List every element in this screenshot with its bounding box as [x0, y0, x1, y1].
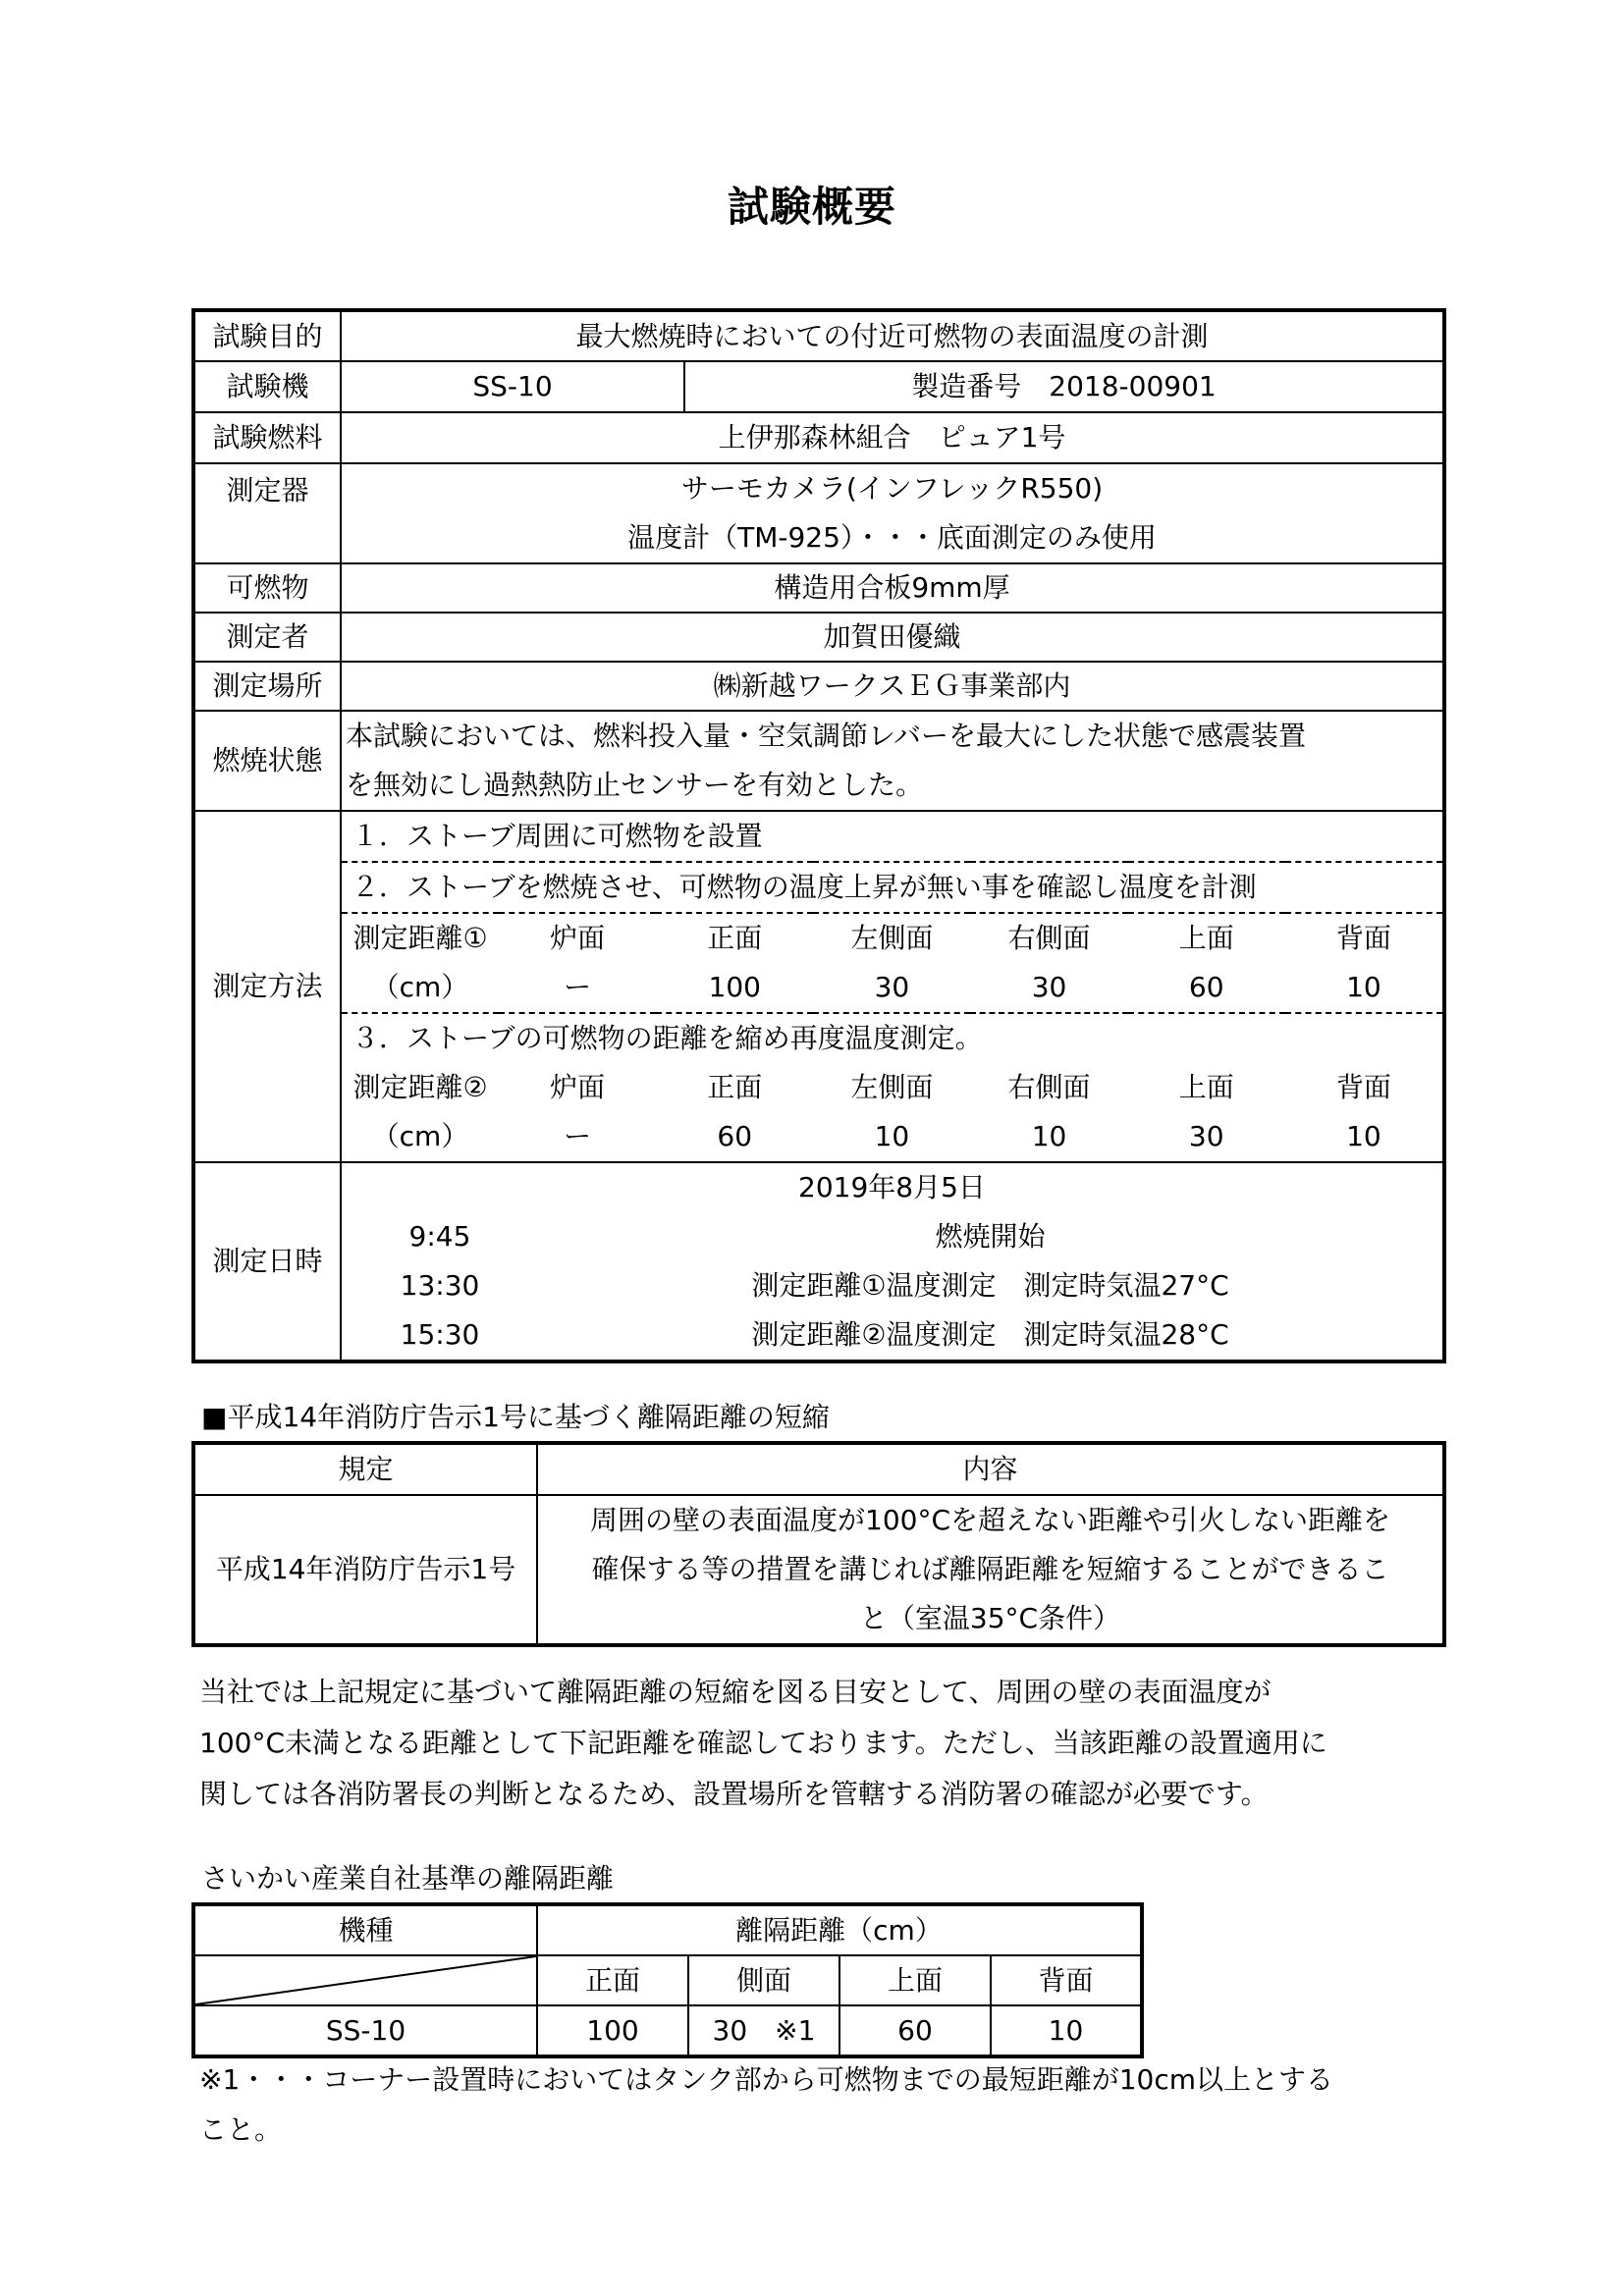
dist2-header: 左側面 — [850, 1071, 934, 1104]
dist2-header: 右側面 — [1007, 1071, 1091, 1104]
date-value: 2019年8月5日 — [798, 1171, 986, 1204]
device-row — [193, 463, 1444, 563]
dist1-header: 左側面 — [813, 913, 970, 963]
std-model-label: 機種 — [193, 1904, 537, 1955]
state-line-2: を無効にし過熱熱防止センサーを有効とした。 — [346, 769, 924, 802]
law-col-content: 内容 — [537, 1443, 1444, 1495]
dist2-header: 炉面 — [550, 1071, 606, 1104]
dist1-unit: （cm） — [371, 971, 469, 1004]
std-header: 背面 — [991, 1955, 1142, 2005]
dist2-unit: （cm） — [371, 1120, 469, 1153]
dist2-header: 背面 — [1335, 1071, 1391, 1104]
person-value: 加賀田優織 — [341, 613, 1444, 662]
paragraph-line: 100°C未満となる距離として下記距離を確認しております。ただし、当該距離の設置適用に — [199, 1727, 1327, 1759]
method-row — [193, 811, 1444, 1162]
footnote — [199, 2055, 1446, 2155]
law-content-line: 確保する等の措置を講じれば離隔距離を短縮することができるこ — [591, 1553, 1389, 1585]
machine-label: 試験機 — [193, 361, 341, 412]
combustible-value: 構造用合板9mm厚 — [341, 563, 1444, 613]
dist2-value: 10 — [1031, 1120, 1067, 1153]
purpose-row — [193, 310, 1444, 361]
paragraph-line: 関しては各消防署長の判断となるため、設置場所を管轄する消防署の確認が必要です。 — [199, 1778, 1269, 1810]
std-header: 上面 — [839, 1955, 991, 2005]
place-row — [193, 662, 1444, 711]
page-title: 試験概要 — [727, 183, 896, 231]
dist2-header: 上面 — [1178, 1071, 1234, 1104]
step-3: ３．ストーブの可燃物の距離を縮め再度温度測定。 — [342, 1013, 1442, 1063]
dist1-value: 60 — [1188, 971, 1224, 1004]
dist1-header: 右側面 — [970, 913, 1127, 963]
diagonal-cell — [193, 1955, 537, 2005]
dist1-value: 10 — [1346, 971, 1381, 1004]
fuel-label: 試験燃料 — [193, 412, 341, 463]
step-1: １．ストーブ周囲に可燃物を設置 — [352, 820, 763, 853]
event: 測定距離①温度測定 測定時気温27°C — [751, 1269, 1229, 1303]
law-content-line: 周囲の壁の表面温度が100°Cを超えない距離や引火しない距離を — [590, 1504, 1390, 1536]
purpose-label: 試験目的 — [193, 310, 341, 361]
date-schedule — [342, 1163, 1442, 1360]
dist1-header: 上面 — [1128, 913, 1285, 963]
fuel-row — [193, 412, 1444, 463]
dist1-value: 30 — [874, 971, 910, 1004]
law-col-rule: 規定 — [193, 1443, 537, 1495]
person-row — [193, 613, 1444, 662]
std-value: 30 ※1 — [688, 2005, 839, 2056]
law-rule: 平成14年消防庁告示1号 — [193, 1495, 537, 1645]
dist1-label: 測定距離① — [342, 913, 499, 963]
footnote-line: ※1・・・コーナー設置時においてはタンク部から可燃物までの最短距離が10cm以上とする — [199, 2063, 1334, 2096]
device-1: サーモカメラ(インフレックR550) — [680, 472, 1104, 506]
paragraph-line: 当社では上記規定に基づいて離隔距離の短縮を図る目安として、周囲の壁の表面温度が — [199, 1676, 1272, 1708]
place-value: ㈱新越ワークスＥＧ事業部内 — [341, 662, 1444, 711]
dist1-value: ー — [564, 971, 592, 1004]
machine-value: SS-10 — [341, 361, 684, 412]
state-line-1: 本試験においては、燃料投入量・空気調節レバーを最大にした状態で感震装置 — [346, 720, 1307, 753]
std-distance-label: 離隔距離（cm） — [537, 1904, 1142, 1955]
event: 燃焼開始 — [935, 1220, 1046, 1254]
std-value: 10 — [991, 2005, 1142, 2056]
event: 測定距離②温度測定 測定時気温28°C — [751, 1318, 1229, 1352]
step-2: ２．ストーブを燃焼させ、可燃物の温度上昇が無い事を確認し温度を計測 — [342, 862, 1442, 913]
combustible-label: 可燃物 — [193, 563, 341, 613]
std-header: 正面 — [537, 1955, 688, 2005]
time: 9:45 — [408, 1220, 471, 1254]
standard-distance-table — [191, 1902, 1144, 2058]
dist2-label: 測定距離② — [352, 1071, 488, 1104]
method-steps — [342, 812, 1442, 1161]
diagonal-line — [195, 1956, 536, 2004]
person-label: 測定者 — [193, 613, 341, 662]
dist1-value: 30 — [1031, 971, 1067, 1004]
dist2-value: 10 — [874, 1120, 910, 1153]
method-label: 測定方法 — [193, 811, 341, 1162]
footnote-line: こと。 — [199, 2113, 283, 2146]
test-summary-table — [191, 308, 1446, 1363]
date-label: 測定日時 — [193, 1162, 341, 1362]
dist2-header: 正面 — [707, 1071, 763, 1104]
device-2: 温度計（TM-925）・・・底面測定のみ使用 — [627, 521, 1157, 555]
dist2-value: 10 — [1346, 1120, 1381, 1153]
law-table — [191, 1441, 1446, 1647]
serial-value: 製造番号 2018-00901 — [684, 361, 1444, 412]
std-value: 60 — [839, 2005, 991, 2056]
place-label: 測定場所 — [193, 662, 341, 711]
state-row — [193, 711, 1444, 811]
time: 13:30 — [400, 1269, 480, 1303]
purpose-value: 最大燃焼時においての付近可燃物の表面温度の計測 — [341, 310, 1444, 361]
fuel-value: 上伊那森林組合 ピュア1号 — [341, 412, 1444, 463]
state-label: 燃焼状態 — [193, 711, 341, 811]
machine-row — [193, 361, 1444, 412]
law-heading: ■平成14年消防庁告示1号に基づく離隔距離の短縮 — [201, 1401, 830, 1433]
std-header: 側面 — [688, 1955, 839, 2005]
dist1-header: 背面 — [1285, 913, 1442, 963]
dist1-header: 炉面 — [499, 913, 656, 963]
std-value: 100 — [537, 2005, 688, 2056]
standard-heading: さいかい産業自社基準の離隔距離 — [201, 1862, 615, 1895]
dist1-header: 正面 — [656, 913, 813, 963]
device-list — [342, 464, 1442, 562]
explanation-paragraph — [199, 1667, 1446, 1820]
law-content-line: と（室温35°C条件） — [859, 1602, 1121, 1634]
dist2-value: ー — [564, 1120, 592, 1153]
combustible-row — [193, 563, 1444, 613]
dist1-value: 100 — [708, 971, 761, 1004]
dist2-value: 60 — [717, 1120, 753, 1153]
time: 15:30 — [400, 1318, 480, 1352]
std-model: SS-10 — [193, 2005, 537, 2056]
device-label: 測定器 — [193, 463, 341, 563]
dist2-value: 30 — [1188, 1120, 1224, 1153]
date-row — [193, 1162, 1444, 1362]
